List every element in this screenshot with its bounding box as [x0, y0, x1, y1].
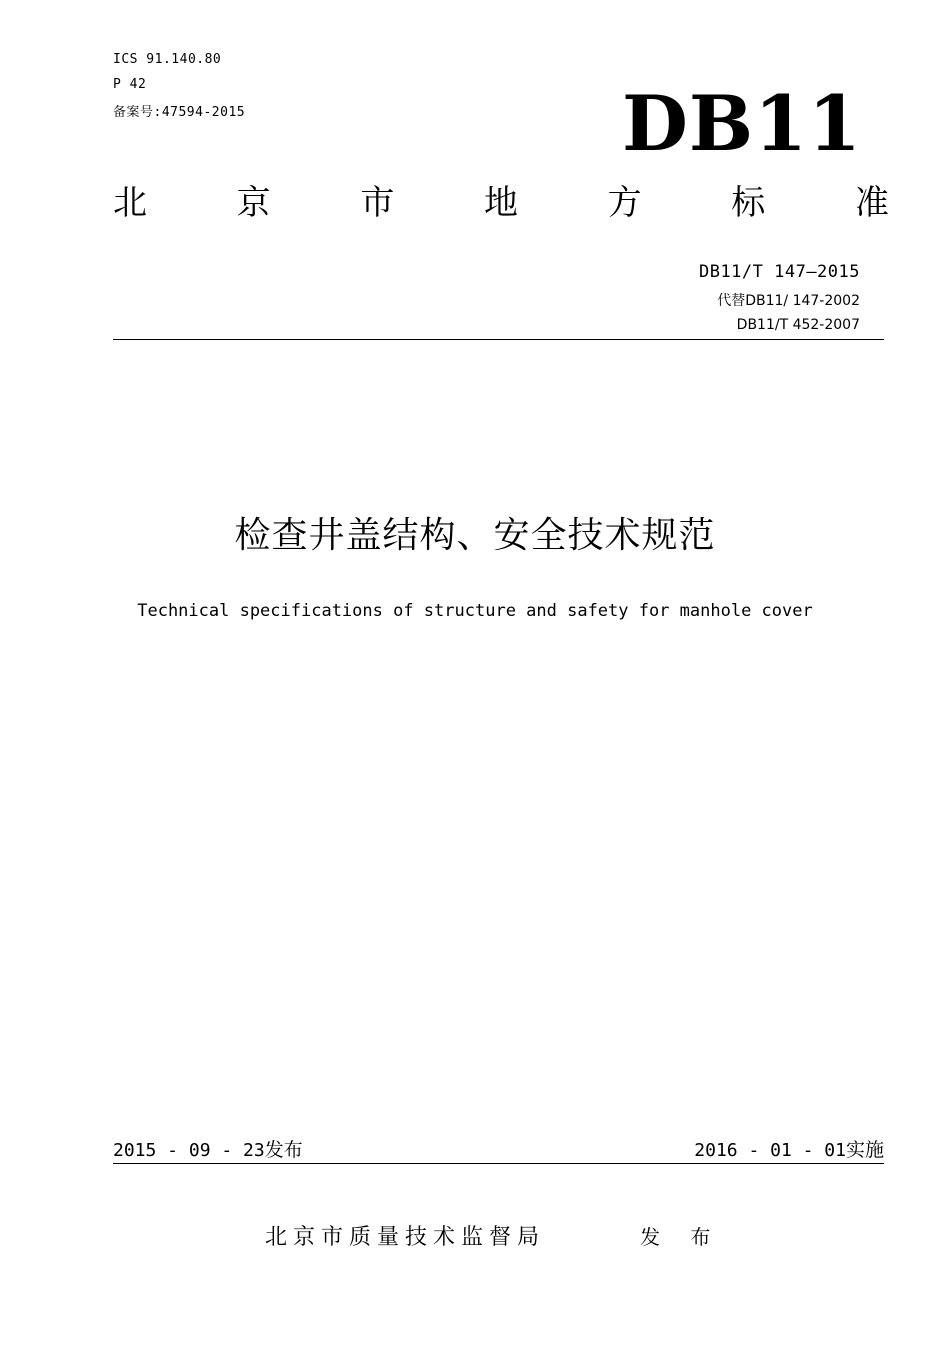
issuer-name: 北京市质量技术监督局	[265, 1225, 546, 1250]
standard-type-char: 准	[854, 183, 889, 223]
standard-type-char: 市	[360, 183, 395, 223]
implement-date-line	[694, 1141, 884, 1160]
publish-date: 2015 - 09 - 23	[113, 1140, 265, 1161]
ics-code: ICS 91.140.80	[113, 52, 222, 67]
standard-type-char: 北	[113, 183, 147, 223]
issue-label: 发 布	[640, 1225, 723, 1249]
header-divider	[113, 339, 884, 340]
footer-divider	[113, 1163, 884, 1164]
standard-code: DB11/T 147—2015	[698, 262, 860, 282]
title-chinese: 检查井盖结构、安全技术规范	[234, 515, 716, 556]
publish-label: 发布	[264, 1139, 303, 1161]
implement-label: 实施	[845, 1139, 884, 1161]
replaces-code-1: 代替DB11/ 147-2002	[717, 293, 860, 309]
ccs-code: P 42	[113, 77, 147, 92]
publish-date-line	[113, 1141, 303, 1160]
db11-logo: DB11	[622, 79, 862, 168]
standard-type-char: 方	[607, 183, 642, 223]
standard-type-heading	[113, 183, 889, 223]
replaces-code-2: DB11/T 452-2007	[736, 317, 860, 333]
title-english: Technical specifications of structure and safety for manhole cover	[137, 601, 813, 621]
standard-type-char: 标	[731, 183, 766, 223]
record-number: 备案号:47594-2015	[113, 105, 246, 120]
implement-date: 2016 - 01 - 01	[694, 1140, 846, 1161]
standard-type-char: 京	[236, 183, 271, 223]
standard-type-char: 地	[483, 183, 518, 223]
